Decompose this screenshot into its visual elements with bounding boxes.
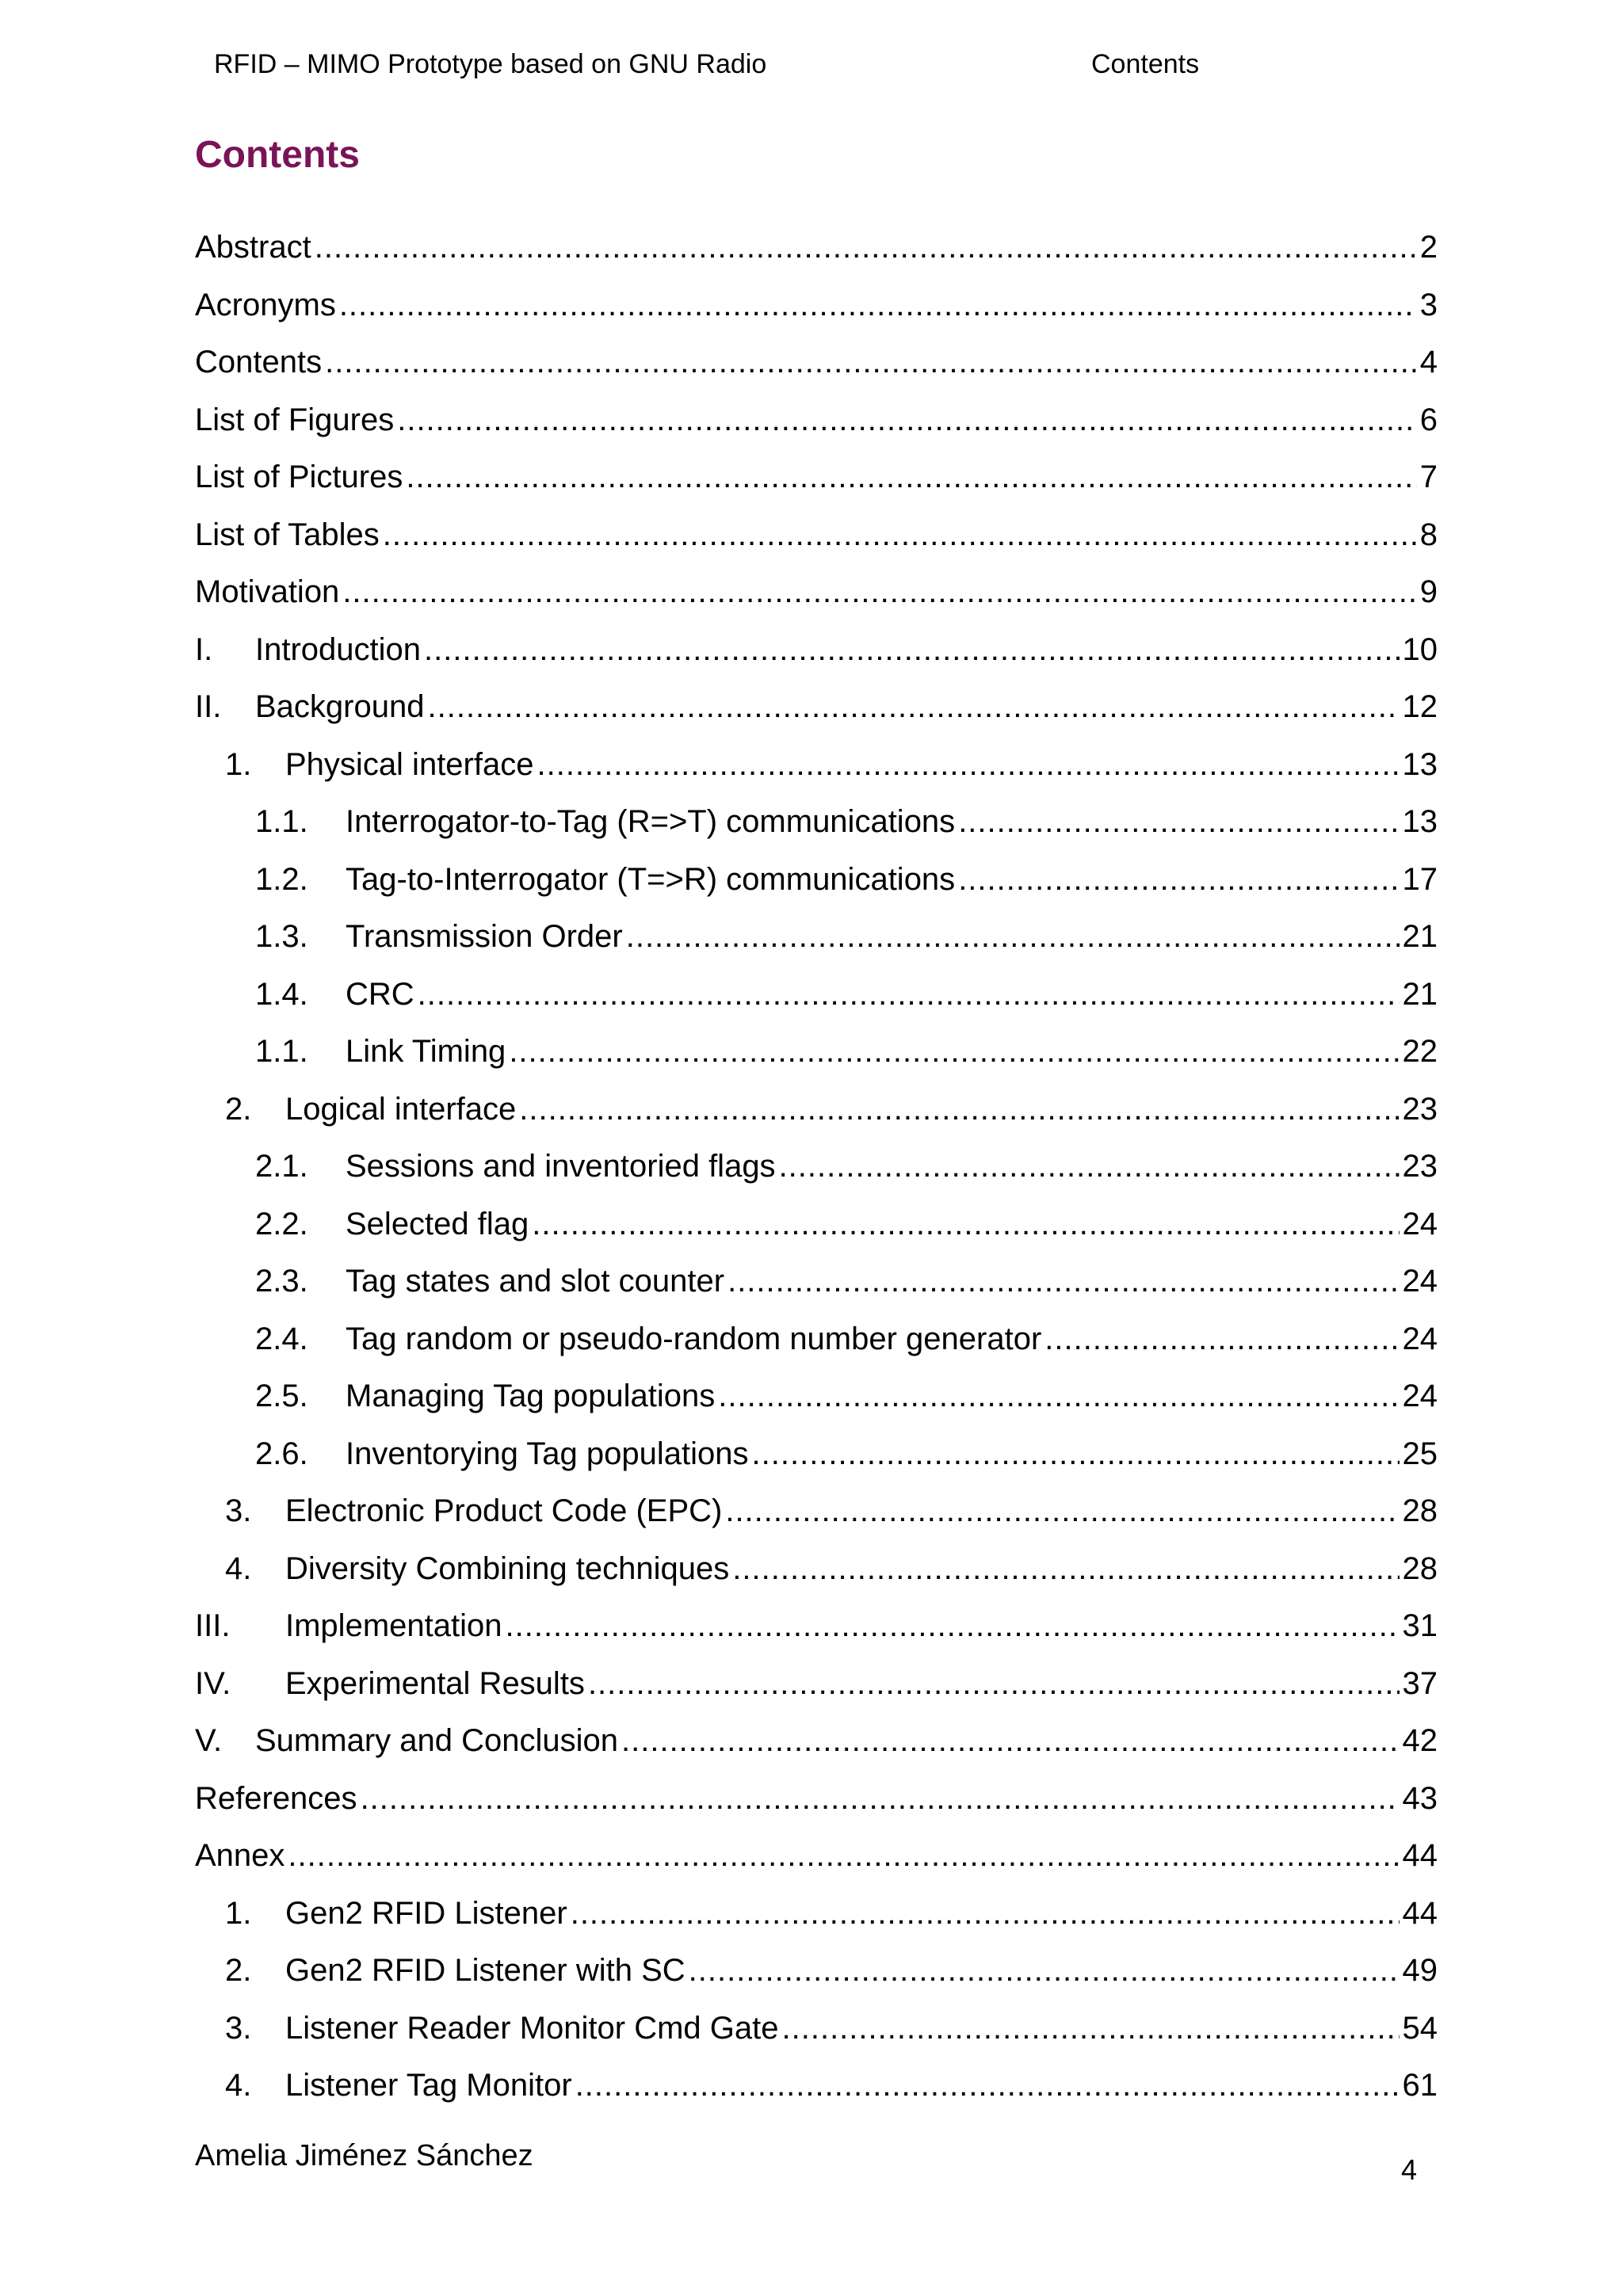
toc-entry-page: 44: [1402, 1895, 1438, 1931]
toc-entry-number: 1.: [225, 746, 252, 782]
toc-entry-title: Transmission Order: [346, 919, 623, 954]
toc-entry[interactable]: [195, 1775, 1438, 1833]
toc-dot-leader: [588, 1660, 1400, 1707]
toc-entry-page: 8: [1419, 517, 1438, 552]
toc-entry-title: Logical interface: [285, 1091, 517, 1127]
toc-entry-number: 1.3.: [255, 919, 308, 954]
toc-entry-title: Interrogator-to-Tag (R=>T) communications: [346, 804, 956, 839]
toc-dot-leader: [1044, 1315, 1399, 1363]
toc-dot-leader: [424, 626, 1399, 673]
toc-entry-title: Diversity Combining techniques: [285, 1550, 730, 1586]
toc-dot-leader: [532, 1200, 1399, 1248]
toc-entry-title: Acronyms: [195, 287, 336, 322]
toc-entry-page: 10: [1402, 631, 1438, 667]
toc-entry-title: List of Figures: [195, 402, 395, 437]
toc-entry-number: 2.4.: [255, 1321, 308, 1356]
toc-entry[interactable]: [195, 1660, 1438, 1718]
toc-entry-page: 13: [1402, 804, 1438, 839]
toc-entry-title: Annex: [195, 1838, 285, 1873]
toc-entry-page: 4: [1419, 345, 1438, 379]
toc-entry-number: 1.: [225, 1895, 252, 1931]
toc-entry[interactable]: [195, 396, 1438, 454]
toc-entry-title: Gen2 RFID Listener with SC: [285, 1953, 685, 1988]
toc-dot-leader: [325, 338, 1417, 386]
toc-entry-title: Experimental Results: [285, 1665, 585, 1701]
toc-dot-leader: [621, 1717, 1400, 1764]
toc-dot-leader: [571, 1890, 1400, 1937]
toc-entry[interactable]: [195, 1430, 1438, 1488]
toc-dot-leader: [727, 1257, 1399, 1305]
toc-entry-number: 3.: [225, 2010, 252, 2046]
toc-entry-page: 21: [1402, 976, 1438, 1012]
toc-entry[interactable]: [195, 223, 1438, 281]
toc-entry[interactable]: [195, 281, 1438, 339]
toc-dot-leader: [427, 683, 1399, 730]
toc-entry-title: Summary and Conclusion: [255, 1723, 618, 1758]
toc-entry[interactable]: [195, 1142, 1438, 1200]
toc-entry-page: 24: [1402, 1206, 1438, 1241]
toc-dot-leader: [519, 1085, 1399, 1133]
toc-entry-title: Link Timing: [346, 1034, 506, 1069]
toc-entry-title: Listener Reader Monitor Cmd Gate: [285, 2010, 779, 2046]
toc-entry-title: Selected flag: [346, 1206, 529, 1241]
running-header: [214, 49, 1425, 84]
toc-entry[interactable]: [195, 971, 1438, 1028]
toc-entry[interactable]: [195, 1257, 1438, 1315]
toc-entry-page: 21: [1402, 919, 1438, 954]
toc-dot-leader: [406, 453, 1416, 501]
toc-entry[interactable]: [195, 338, 1438, 396]
toc-entry-title: Physical interface: [285, 746, 534, 782]
toc-dot-leader: [732, 1545, 1399, 1592]
footer-page-number: 4: [1401, 2153, 1418, 2186]
toc-entry[interactable]: [195, 741, 1438, 799]
toc-dot-leader: [418, 971, 1400, 1018]
toc-entry-title: Gen2 RFID Listener: [285, 1895, 567, 1931]
toc-entry-page: 23: [1402, 1149, 1438, 1184]
toc-entry-number: 2.: [225, 1953, 252, 1988]
toc-dot-leader: [397, 396, 1417, 444]
toc-dot-leader: [288, 1832, 1399, 1879]
toc-entry-number: III.: [195, 1608, 231, 1643]
toc-dot-leader: [537, 741, 1399, 788]
toc-entry-number: 1.1.: [255, 1034, 308, 1069]
toc-entry-page: 37: [1402, 1665, 1438, 1701]
toc-entry-title: Managing Tag populations: [346, 1379, 716, 1413]
toc-entry-number: 4.: [225, 2068, 252, 2103]
toc-dot-leader: [725, 1487, 1399, 1535]
toc-dot-leader: [361, 1775, 1400, 1822]
toc-dot-leader: [779, 1142, 1400, 1190]
toc-entry-title: Tag random or pseudo-random number generator: [346, 1321, 1042, 1356]
toc-entry[interactable]: [195, 1200, 1438, 1258]
toc-entry-page: 13: [1402, 746, 1438, 782]
toc-entry-number: 4.: [225, 1550, 252, 1586]
toc-entry-page: 7: [1419, 460, 1438, 494]
header-section-name: Contents: [1091, 49, 1200, 79]
toc-entry[interactable]: [195, 1832, 1438, 1890]
toc-entry[interactable]: [195, 683, 1438, 741]
toc-dot-leader: [383, 511, 1417, 559]
toc-entry-page: 25: [1402, 1436, 1438, 1471]
toc-entry-title: Listener Tag Monitor: [285, 2068, 572, 2103]
toc-entry-title: Tag-to-Interrogator (T=>R) communications: [346, 861, 956, 897]
toc-entry-page: 3: [1419, 287, 1438, 322]
toc-entry-page: 28: [1402, 1550, 1438, 1586]
toc-entry-title: Implementation: [285, 1608, 502, 1643]
toc-entry-title: Motivation: [195, 574, 340, 609]
toc-entry-page: 2: [1419, 230, 1438, 265]
toc-entry[interactable]: [195, 1487, 1438, 1545]
toc-entry[interactable]: [195, 798, 1438, 856]
toc-entry[interactable]: [195, 453, 1438, 511]
toc-entry-number: 2.5.: [255, 1379, 308, 1413]
toc-dot-leader: [505, 1602, 1399, 1650]
toc-entry-title: References: [195, 1780, 357, 1816]
toc-entry-page: 31: [1402, 1608, 1438, 1643]
toc-entry-number: 2.2.: [255, 1206, 308, 1241]
toc-entry-page: 28: [1402, 1493, 1438, 1528]
toc-entry-number: 2.: [225, 1091, 252, 1127]
toc-entry[interactable]: [195, 1372, 1438, 1430]
toc-entry-page: 24: [1402, 1321, 1438, 1356]
toc-entry-title: Abstract: [195, 230, 311, 265]
toc-entry[interactable]: [195, 913, 1438, 971]
page-title: Contents: [195, 134, 360, 176]
footer-author: Amelia Jiménez Sánchez: [195, 2139, 533, 2172]
toc-entry-title: CRC: [346, 976, 414, 1012]
toc-entry-number: II.: [195, 689, 222, 724]
toc-entry[interactable]: [195, 2061, 1438, 2119]
toc-dot-leader: [958, 856, 1399, 903]
toc-entry-page: 24: [1402, 1379, 1438, 1413]
toc-entry-title: Sessions and inventoried flags: [346, 1149, 776, 1184]
toc-entry-number: I.: [195, 631, 213, 667]
toc-entry[interactable]: [195, 1315, 1438, 1373]
toc-entry-page: 24: [1402, 1264, 1438, 1299]
toc-entry[interactable]: [195, 568, 1438, 626]
toc-entry-page: 49: [1402, 1953, 1438, 1988]
toc-dot-leader: [958, 798, 1399, 845]
toc-entry-page: 42: [1402, 1723, 1438, 1758]
toc-entry-number: 3.: [225, 1493, 252, 1528]
toc-entry-title: List of Tables: [195, 517, 380, 552]
toc-dot-leader: [315, 223, 1417, 271]
toc-entry-page: 22: [1402, 1034, 1438, 1069]
toc-entry-page: 9: [1419, 574, 1438, 609]
toc-dot-leader: [782, 2004, 1400, 2052]
toc-entry-title: Contents: [195, 345, 323, 379]
header-document-title: RFID – MIMO Prototype based on GNU Radio: [214, 49, 767, 79]
toc-entry-number: 2.1.: [255, 1149, 308, 1184]
toc-dot-leader: [752, 1430, 1400, 1478]
toc-entry-title: Electronic Product Code (EPC): [285, 1493, 723, 1528]
toc-dot-leader: [339, 281, 1417, 329]
toc-entry-number: 2.3.: [255, 1264, 308, 1299]
toc-entry-title: List of Pictures: [195, 460, 403, 494]
toc-entry-title: Tag states and slot counter: [346, 1264, 725, 1299]
toc-entry-number: 1.4.: [255, 976, 308, 1012]
toc-entry[interactable]: [195, 626, 1438, 684]
toc-entry[interactable]: [195, 1890, 1438, 1947]
toc-entry-number: 1.2.: [255, 861, 308, 897]
toc-entry[interactable]: [195, 1717, 1438, 1775]
toc-entry-page: 43: [1402, 1780, 1438, 1816]
toc-dot-leader: [718, 1372, 1399, 1420]
toc-entry-page: 61: [1402, 2068, 1438, 2103]
toc-entry-number: 1.1.: [255, 804, 308, 839]
toc-entry-page: 6: [1419, 402, 1438, 437]
toc-entry[interactable]: [195, 856, 1438, 913]
toc-dot-leader: [575, 2061, 1400, 2109]
toc-entry-page: 17: [1402, 861, 1438, 897]
toc-entry-page: 12: [1402, 689, 1438, 724]
toc-dot-leader: [689, 1947, 1400, 1994]
toc-entry[interactable]: [195, 1028, 1438, 1085]
toc-dot-leader: [626, 913, 1400, 960]
toc-entry-title: Introduction: [255, 631, 422, 667]
toc-entry-number: 2.6.: [255, 1436, 308, 1471]
toc-entry[interactable]: [195, 1602, 1438, 1660]
toc-entry[interactable]: [195, 1545, 1438, 1603]
toc-entry-number: V.: [195, 1723, 223, 1758]
toc-entry-page: 44: [1402, 1838, 1438, 1873]
toc-entry[interactable]: [195, 511, 1438, 569]
toc-dot-leader: [342, 568, 1416, 616]
toc-entry-title: Background: [255, 689, 425, 724]
toc-entry-number: IV.: [195, 1665, 231, 1701]
toc-entry-title: Inventorying Tag populations: [346, 1436, 749, 1471]
toc-entry[interactable]: [195, 1085, 1438, 1143]
toc-entry[interactable]: [195, 2004, 1438, 2062]
toc-entry-page: 23: [1402, 1091, 1438, 1127]
toc-dot-leader: [509, 1028, 1399, 1075]
toc-entry[interactable]: [195, 1947, 1438, 2004]
table-of-contents: [195, 223, 1438, 2119]
toc-entry-page: 54: [1402, 2010, 1438, 2046]
